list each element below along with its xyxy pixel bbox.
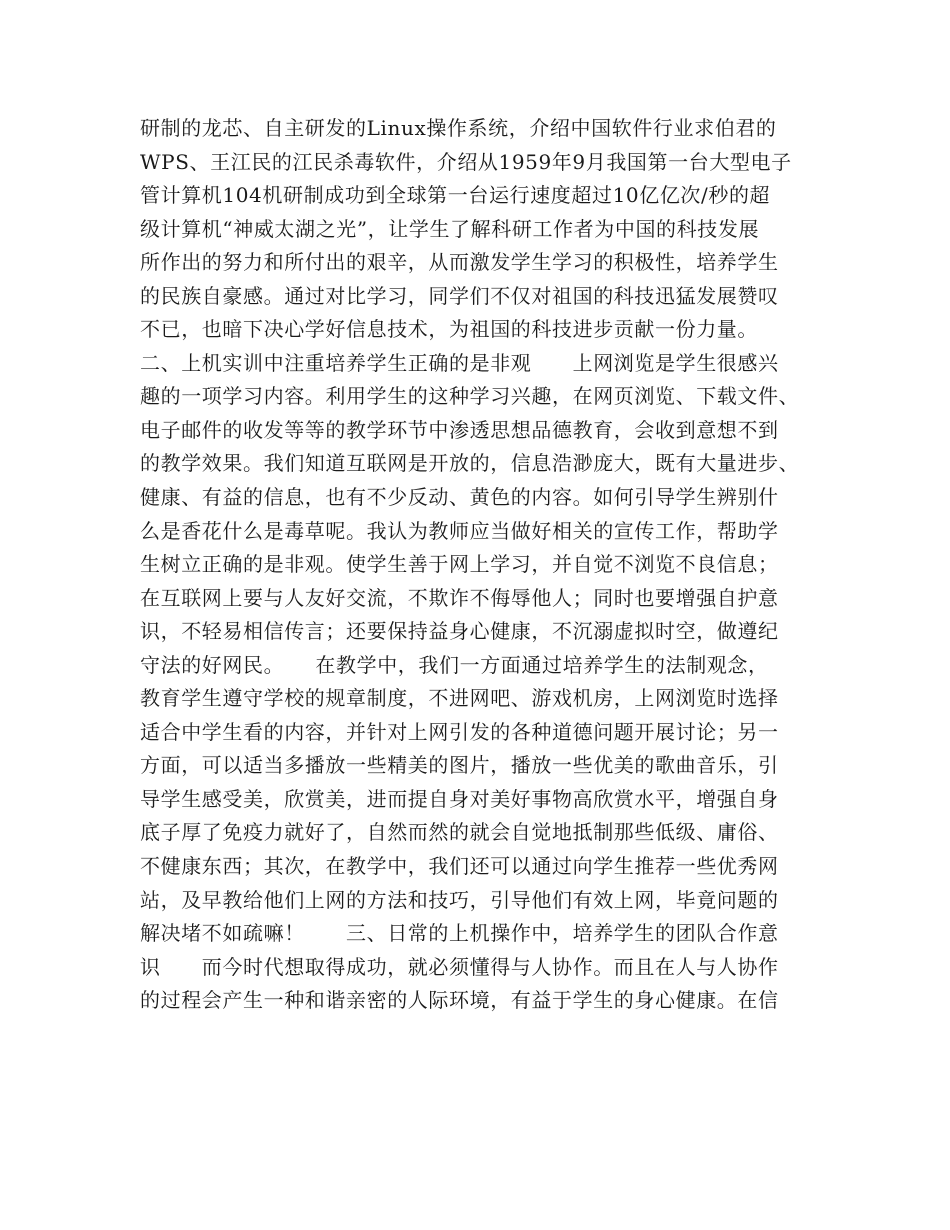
text-line: 研制的龙芯、自主研发的Linux操作系统，介绍中国软件行业求伯君的	[140, 116, 777, 140]
text-line: 趣的一项学习内容。利用学生的这种学习兴趣，在网页浏览、下载文件、	[140, 384, 800, 409]
text-line: 在互联网上要与人友好交流，不欺诈不侮辱他人；同时也要增强自护意	[140, 585, 779, 610]
text-line: 不已，也暗下决心学好信息技术，为祖国的科技进步贡献一份力量。	[140, 317, 758, 342]
text-line: 适合中学生看的内容，并针对上网引发的各种道德问题开展讨论；另一	[140, 719, 779, 744]
text-line: 识，不轻易相信传言；还要保持益身心健康，不沉溺虚拟时空，做遵纪	[140, 619, 779, 644]
text-line: 二、上机实训中注重培养学生正确的是非观 上网浏览是学生很感兴	[140, 350, 779, 375]
text-line: 方面，可以适当多播放一些精美的图片，播放一些优美的歌曲音乐，引	[140, 753, 779, 778]
text-line: 么是香花什么是毒草呢。我认为教师应当做好相关的宣传工作，帮助学	[140, 518, 779, 543]
text-line: 底子厚了免疫力就好了，自然而然的就会自觉地抵制那些低级、庸俗、	[140, 820, 779, 845]
text-line: 电子邮件的收发等等的教学环节中渗透思想品德教育，会收到意想不到	[140, 417, 779, 442]
text-line: 的过程会产生一种和谐亲密的人际环境，有益于学生的身心健康。在信	[140, 988, 779, 1013]
text-line: 的教学效果。我们知道互联网是开放的，信息浩渺庞大，既有大量进步、	[140, 451, 800, 476]
text-line: 不健康东西；其次，在教学中，我们还可以通过向学生推荐一些优秀网	[140, 854, 779, 879]
text-line: 守法的好网民。 在教学中，我们一方面通过培养学生的法制观念，	[140, 652, 769, 677]
text-line: 解决堵不如疏嘛！ 三、日常的上机操作中，培养学生的团队合作意	[140, 921, 779, 946]
text-line: 站，及早教给他们上网的方法和技巧，引导他们有效上网，毕竟问题的	[140, 887, 779, 912]
text-line: 识 而今时代想取得成功，就必须懂得与人协作。而且在人与人协作	[140, 954, 779, 979]
text-line: 的民族自豪感。通过对比学习，同学们不仅对祖国的科技迅猛发展赞叹	[140, 283, 779, 308]
body-text	[140, 112, 820, 1018]
text-line: 级计算机“神威太湖之光”，让学生了解科研工作者为中国的科技发展	[140, 216, 760, 241]
text-line: 生树立正确的是非观。使学生善于网上学习，并自觉不浏览不良信息；	[140, 552, 779, 577]
text-line: 所作出的努力和所付出的艰辛，从而激发学生学习的积极性，培养学生	[140, 250, 779, 275]
text-line: 管计算机104机研制成功到全球第一台运行速度超过10亿亿次/秒的超	[140, 183, 771, 208]
text-line: 教育学生遵守学校的规章制度，不进网吧、游戏机房，上网浏览时选择	[140, 686, 779, 711]
text-line: 健康、有益的信息，也有不少反动、黄色的内容。如何引导学生辨别什	[140, 485, 779, 510]
text-line: 导学生感受美，欣赏美，进而提自身对美好事物高欣赏水平，增强自身	[140, 786, 779, 811]
text-line: WPS、王江民的江民杀毒软件，介绍从1959年9月我国第一台大型电子	[140, 149, 792, 174]
